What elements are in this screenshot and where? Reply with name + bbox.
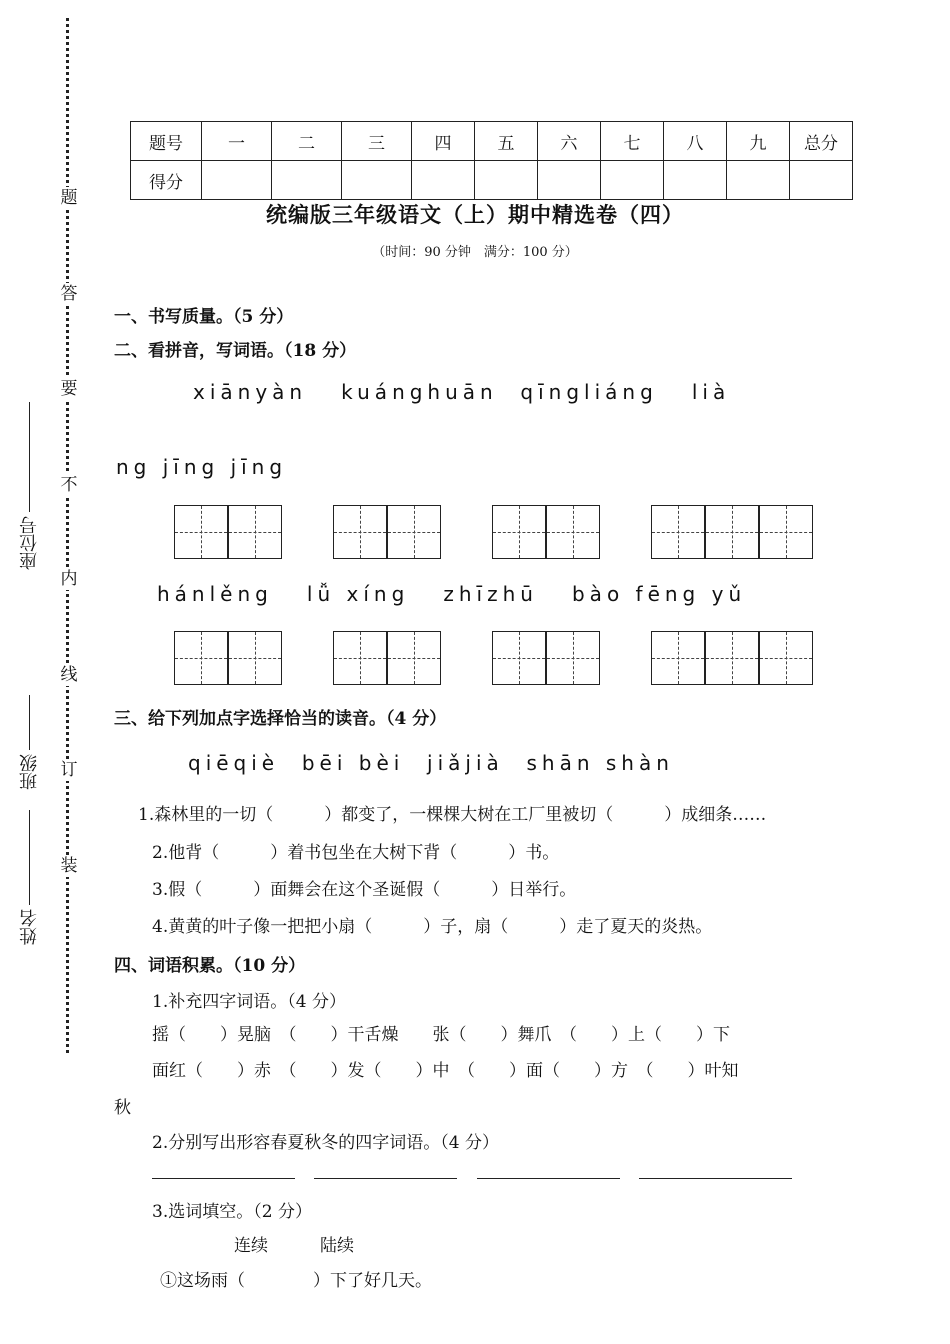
score-cell[interactable] (342, 161, 412, 200)
score-cell[interactable] (475, 161, 538, 200)
writing-cell[interactable] (228, 505, 282, 559)
writing-cell[interactable] (174, 505, 228, 559)
q4-line-2: 面红（ ）赤 （ ）发（ ）中 （ ）面（ ）方 （ ）叶知 (152, 1061, 739, 1081)
writing-cell[interactable] (174, 631, 228, 685)
header-cell: 五 (475, 122, 538, 161)
score-label-cell: 得分 (131, 161, 202, 200)
section-1-heading: 一、书写质量。（5 分） (114, 307, 294, 327)
seal-char: 题 (58, 187, 80, 209)
seal-char: 订 (58, 759, 80, 781)
q4-part-3-prompt: 3.选词填空。（2 分） (152, 1202, 312, 1222)
header-cell: 六 (538, 122, 601, 161)
score-cell[interactable] (412, 161, 475, 200)
score-cell[interactable] (664, 161, 727, 200)
q3-item-4: 4.黄黄的叶子像一把把小扇（ ）子，扇（ ）走了夏天的炎热。 (152, 917, 713, 937)
q4-sentence-1: ①这场雨（ ）下了好几天。 (160, 1271, 432, 1291)
seal-char: 内 (58, 568, 80, 590)
exam-title: 统编版三年级语文（上）期中精选卷（四） (266, 202, 684, 227)
q3-item-3: 3.假（ ）面舞会在这个圣诞假（ ）日举行。 (152, 880, 577, 900)
q3-item-2: 2.他背（ ）着书包坐在大树下背（ ）书。 (152, 843, 560, 863)
pinyin-row-3: qiēqiè bēi bèi jiǎjià shān shàn (188, 751, 674, 775)
writing-cell[interactable] (759, 631, 813, 685)
header-cell: 一 (202, 122, 272, 161)
score-cell[interactable] (538, 161, 601, 200)
writing-cell[interactable] (651, 631, 705, 685)
answer-line[interactable] (477, 1178, 620, 1179)
q4-line-1: 摇（ ）晃脑 （ ）干舌燥 张（ ）舞爪 （ ）上（ ）下 (152, 1025, 730, 1045)
writing-cell[interactable] (546, 505, 600, 559)
word-option-2: 陆续 (320, 1236, 354, 1256)
writing-cell[interactable] (333, 505, 387, 559)
header-cell: 题号 (131, 122, 202, 161)
seal-char: 不 (58, 474, 80, 496)
score-header-row (131, 122, 853, 161)
header-cell: 八 (664, 122, 727, 161)
pinyin-row-2: hánlěng lǚ xíng zhīzhū bào fēng yǔ (157, 582, 747, 606)
q4-line-3: 秋 (114, 1098, 131, 1118)
section-4-heading: 四、词语积累。（10 分） (114, 956, 306, 976)
seat-number-label: 座位号 (19, 516, 40, 570)
section-3-heading: 三、给下列加点字选择恰当的读音。（4 分） (114, 709, 447, 729)
q3-item-1: 1.森林里的一切（ ）都变了，一棵棵大树在工厂里被切（ ）成细条…… (138, 805, 767, 825)
name-field[interactable] (10, 795, 50, 945)
writing-cell[interactable] (705, 505, 759, 559)
binding-dotted-line (66, 18, 69, 1053)
writing-cell[interactable] (492, 631, 546, 685)
score-cell[interactable] (790, 161, 853, 200)
writing-cell[interactable] (228, 631, 282, 685)
writing-cell[interactable] (759, 505, 813, 559)
score-input-row (131, 161, 853, 200)
q4-part-2-prompt: 2.分别写出形容春夏秋冬的四字词语。（4 分） (152, 1133, 499, 1153)
answer-line[interactable] (314, 1178, 457, 1179)
section-2-heading: 二、看拼音，写词语。（18 分） (114, 341, 357, 361)
writing-cell[interactable] (651, 505, 705, 559)
writing-cell[interactable] (546, 631, 600, 685)
answer-line[interactable] (639, 1178, 792, 1179)
pinyin-row-1: xiānyàn kuánghuān qīngliáng lià (193, 380, 731, 404)
class-label: 班级 (19, 754, 40, 790)
score-table (130, 121, 853, 200)
header-cell: 七 (601, 122, 664, 161)
header-cell: 总分 (790, 122, 853, 161)
exam-subtitle: （时间：90 分钟 满分：100 分） (372, 245, 578, 260)
writing-cell[interactable] (387, 631, 441, 685)
writing-cell[interactable] (492, 505, 546, 559)
seal-char: 答 (58, 283, 80, 305)
seat-number-field[interactable] (10, 395, 50, 570)
writing-cell[interactable] (333, 631, 387, 685)
q4-part-1-prompt: 1.补充四字词语。（4 分） (152, 992, 346, 1012)
seal-char: 要 (58, 378, 80, 400)
header-cell: 九 (727, 122, 790, 161)
header-cell: 四 (412, 122, 475, 161)
header-cell: 二 (272, 122, 342, 161)
class-field[interactable] (10, 690, 50, 790)
writing-cell[interactable] (387, 505, 441, 559)
header-cell: 三 (342, 122, 412, 161)
score-cell[interactable] (601, 161, 664, 200)
name-label: 姓名 (19, 909, 40, 945)
score-cell[interactable] (272, 161, 342, 200)
word-option-1: 连续 (234, 1236, 268, 1256)
writing-cell[interactable] (705, 631, 759, 685)
seal-char: 装 (58, 855, 80, 877)
pinyin-row-1-cont: ng jīng jīng (116, 455, 288, 479)
score-cell[interactable] (202, 161, 272, 200)
answer-line[interactable] (152, 1178, 295, 1179)
seal-char: 线 (58, 664, 80, 686)
score-cell[interactable] (727, 161, 790, 200)
